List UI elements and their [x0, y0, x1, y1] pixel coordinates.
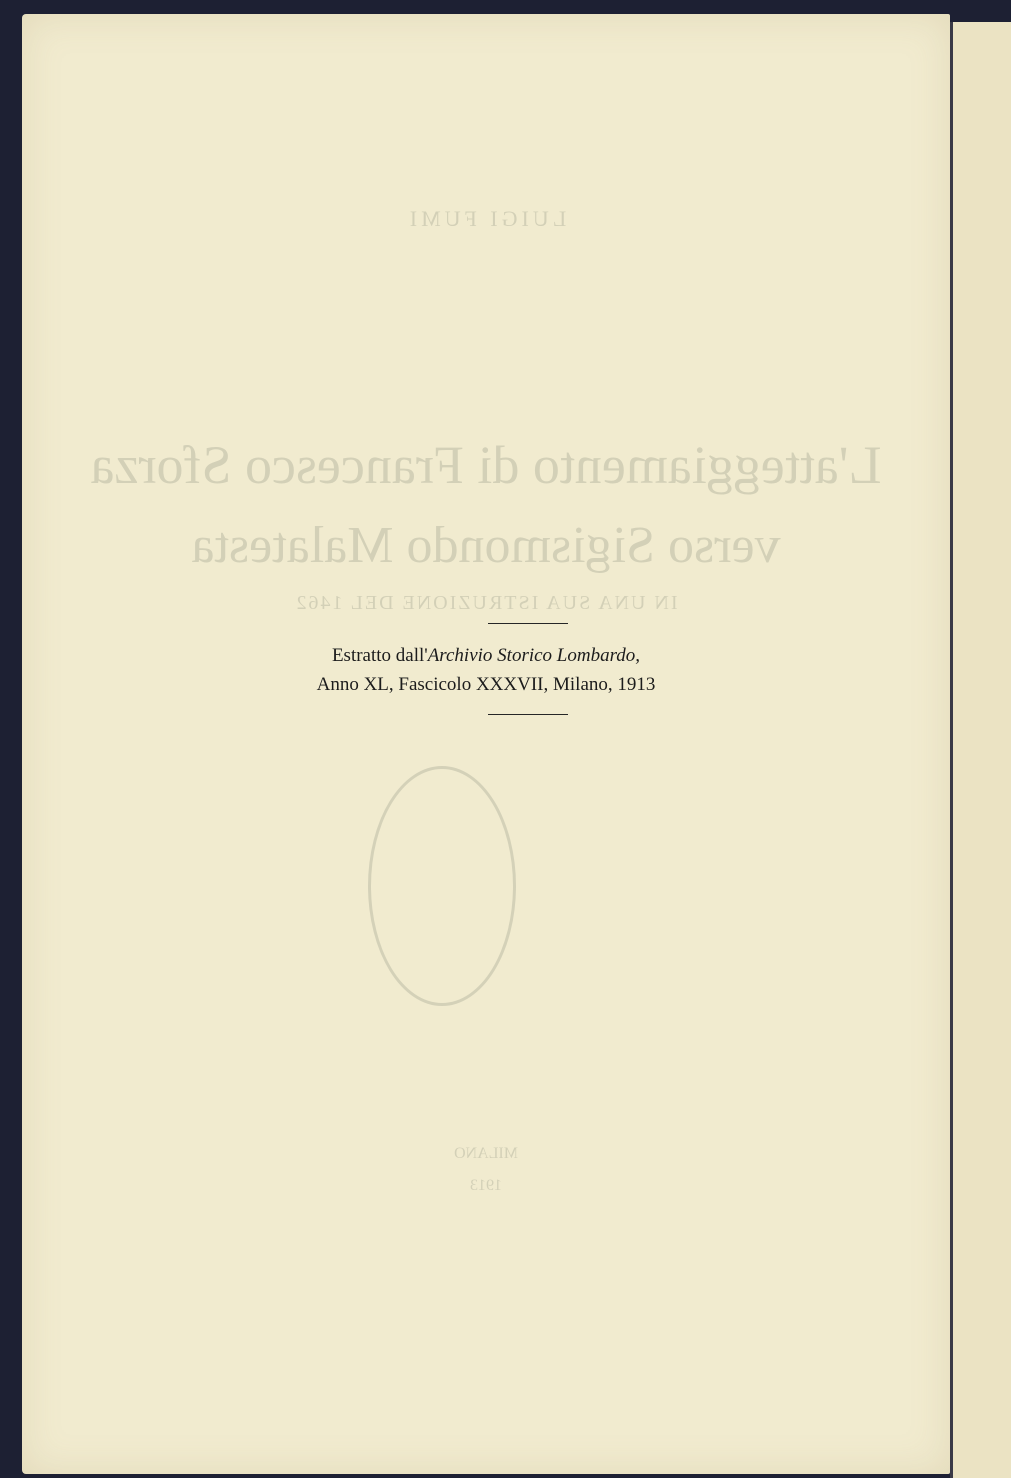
journal-title: Archivio Storico Lombardo,: [427, 645, 641, 666]
bleed-title-line-1: L'atteggiamento di Francesco Sforza: [90, 435, 882, 495]
divider-bottom: [488, 714, 568, 715]
imprint-line-1: [22, 642, 950, 670]
next-page-edge: [950, 22, 1011, 1478]
show-through-bleed: [22, 14, 950, 1474]
bleed-seal-icon: [368, 766, 516, 1006]
page-verso: [22, 14, 950, 1474]
bleed-title-line-3: IN UNA SUA ISTRUZIONE DEL 1462: [294, 592, 678, 614]
bleed-publisher: MILANO 1913: [454, 1145, 518, 1194]
imprint-prefix: Estratto dall': [331, 645, 428, 666]
bleed-author: LUIGI FUMI: [405, 206, 567, 231]
imprint-line-2: Anno XL, Fascicolo XXXVII, Milano, 1913: [316, 674, 656, 695]
divider-top: [488, 623, 568, 624]
bleed-title-line-2: verso Sigismondo Malatesta: [191, 517, 781, 574]
